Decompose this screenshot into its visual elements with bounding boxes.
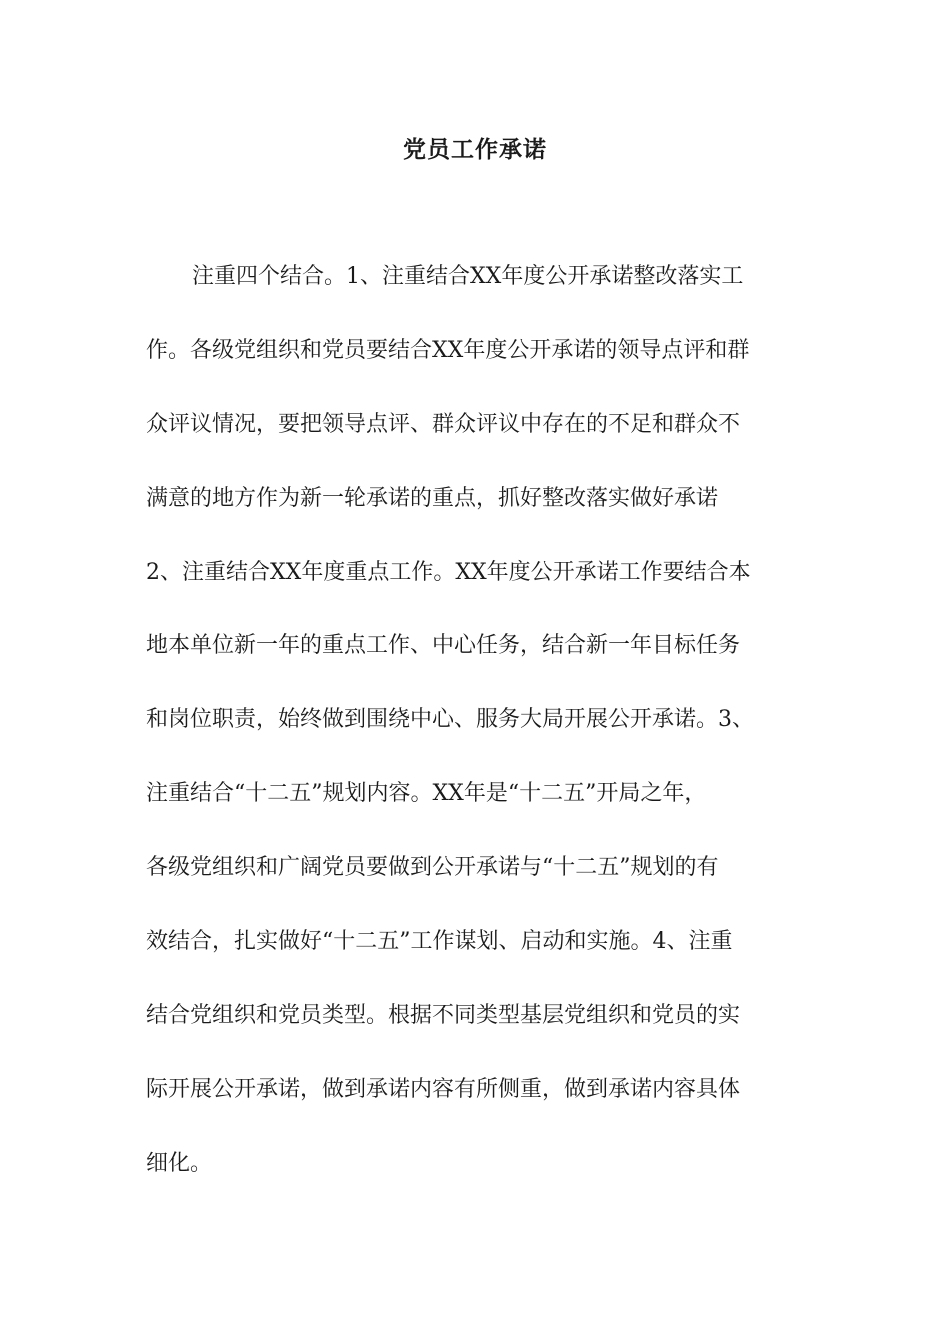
body-line-2: 作。各级党组织和党员要结合XX年度公开承诺的领导点评和群 [146,337,750,363]
body-line-12: 际开展公开承诺，做到承诺内容有所侧重，做到承诺内容具体 [146,1076,741,1102]
body-line-3: 众评议情况，要把领导点评、群众评议中存在的不足和群众不 [146,411,741,437]
body-line-7: 和岗位职责，始终做到围绕中心、服务大局开展公开承诺。3、 [146,707,754,733]
body-line-11: 结合党组织和党员类型。根据不同类型基层党组织和党员的实 [146,1002,741,1028]
body-line-10: 效结合，扎实做好“十二五”工作谋划、启动和实施。4、注重 [146,929,733,955]
body-line-4: 满意的地方作为新一轮承诺的重点，抓好整改落实做好承诺 [146,485,719,511]
body-line-9: 各级党组织和广阔党员要做到公开承诺与“十二五”规划的有 [146,855,719,881]
body-line-1: 注重四个结合。1、注重结合XX年度公开承诺整改落实工 [192,264,744,289]
document-body [146,258,806,1219]
document-title: 党员工作承诺 [403,136,547,163]
body-line-13: 细化。 [146,1150,213,1176]
body-line-8: 注重结合“十二五”规划内容。XX年是“十二五”开局之年， [146,781,707,807]
body-line-5: 2、注重结合XX年度重点工作。XX年度公开承诺工作要结合本 [146,559,751,585]
body-line-6: 地本单位新一年的重点工作、中心任务，结合新一年目标任务 [146,633,741,659]
